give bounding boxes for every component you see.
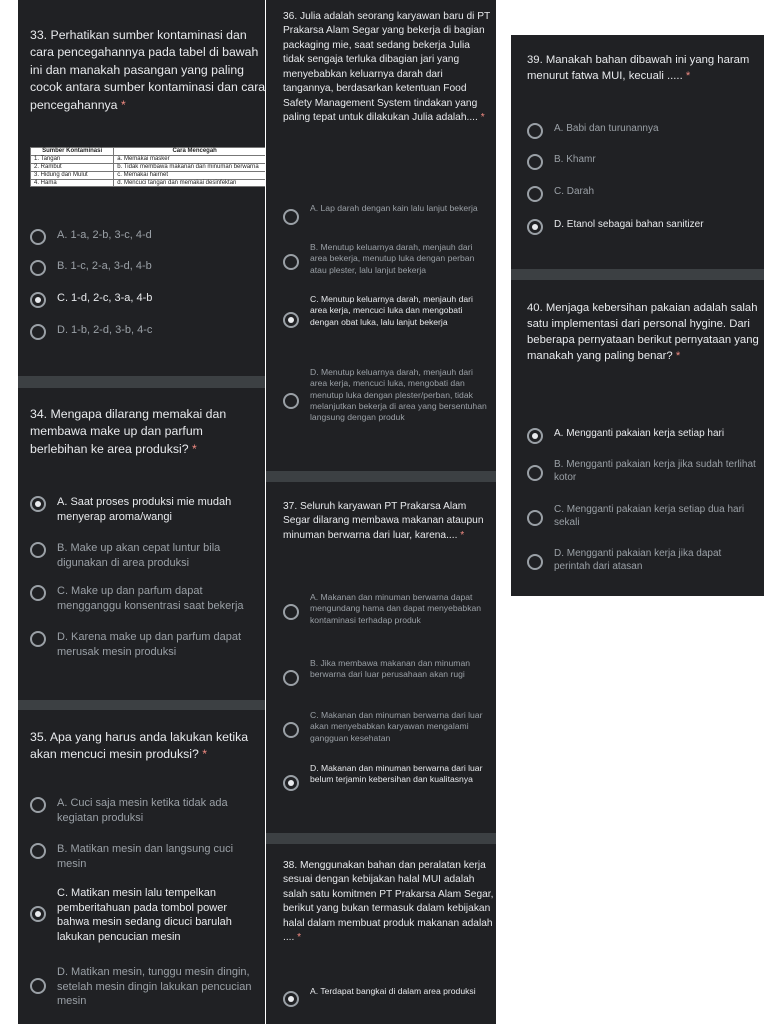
q40-option-b[interactable] [527,458,757,484]
q36-option-c[interactable] [283,294,488,328]
radio-button-selected-icon[interactable] [527,219,543,235]
radio-button-selected-icon[interactable] [283,775,299,791]
question-40-text: 40. Menjaga kebersihan pakaian adalah salah satu implementasi dari personal hygine. Dari beberapa pernyataan berikut pernyataan yang manakah yang paling benar? [527,302,759,363]
card-separator [266,471,496,482]
radio-button-icon[interactable] [283,254,299,270]
radio-button-icon[interactable] [283,670,299,686]
radio-button-icon[interactable] [283,722,299,738]
option-label: C. Makanan dan minuman berwarna dari luar akan menyebabkan karyawan mengalami gangguan kesehatan [310,710,483,743]
question-34-text: 34. Mengapa dilarang memakai dan membawa make up dan parfum berlebihan ke area produksi? [30,407,227,456]
option-label: C. Make up dan parfum dapat mengganggu konsentrasi saat bekerja [57,585,244,612]
radio-button-icon[interactable] [283,604,299,620]
q34-option-d[interactable] [30,630,258,659]
option-label: C. Matikan mesin lalu tempelkan pemberitahuan pada tombol power bahwa mesin sedang dicuci barulah lakukan pencucian mesin [57,887,232,943]
q34-option-b[interactable] [30,541,258,570]
option-label: A. Terdapat bangkai di dalam area produksi [310,986,476,996]
radio-button-icon[interactable] [283,393,299,409]
card-separator [511,269,764,280]
option-label: D. Makanan dan minuman berwarna dari luar belum terjamin kebersihan dan kualitasnya [310,763,483,785]
q33-option-a[interactable] [30,228,258,245]
radio-button-icon[interactable] [527,123,543,139]
table-cell: 4. Hama [31,179,114,187]
required-asterisk: * [460,529,465,541]
radio-button-icon[interactable] [30,260,46,276]
option-label: A. 1-a, 2-b, 3-c, 4-d [57,229,152,241]
q35-option-b[interactable] [30,842,258,871]
option-label: A. Babi dan turunannya [554,123,659,134]
question-37-title [283,500,493,543]
option-label: D. Mengganti pakaian kerja jika dapat perintah dari atasan [554,548,722,573]
question-37-text: 37. Seluruh karyawan PT Prakarsa Alam Segar dilarang membawa makanan ataupun minuman berwarna dari luar, karena.... [283,501,484,541]
q39-option-d[interactable] [527,218,757,235]
option-label: A. Mengganti pakaian kerja setiap hari [554,428,725,439]
contamination-table [30,147,265,187]
radio-button-icon[interactable] [30,542,46,558]
option-label: D. Menutup keluarnya darah, menjauh dari area kerja, mencuci luka, mengobati dan menutup luka dengan plester/perban, tidak melanjutkan bekerja di area yang bersentuhan langsung dengan produk [310,367,487,423]
q40-option-a[interactable] [527,427,757,444]
radio-button-icon[interactable] [283,209,299,225]
option-label: D. 1-b, 2-d, 3-b, 4-c [57,324,153,336]
option-label: D. Matikan mesin, tunggu mesin dingin, setelah mesin dingin lakukan pencucian mesin [57,966,252,1008]
table-row [31,163,266,171]
q40-option-c[interactable] [527,503,757,529]
option-label: D. Karena make up dan parfum dapat merusak mesin produksi [57,631,242,658]
question-38-title [283,859,496,946]
required-asterisk: * [685,70,691,83]
q35-option-c[interactable] [30,886,258,944]
option-label: C. Darah [554,186,595,197]
radio-button-icon[interactable] [527,554,543,570]
radio-button-icon[interactable] [527,465,543,481]
table-cell: 1. Tangan [31,155,114,163]
radio-button-icon[interactable] [30,631,46,647]
table-header-prevention: Cara Mencegah [114,148,265,156]
q39-option-b[interactable] [527,153,757,170]
radio-button-icon[interactable] [30,324,46,340]
option-label: B. Khamr [554,154,596,165]
option-label: B. Mengganti pakaian kerja jika sudah terlihat kotor [554,459,756,484]
question-35-text: 35. Apa yang harus anda lakukan ketika akan mencuci mesin produksi? [30,730,249,762]
q37-option-d[interactable] [283,763,488,791]
q33-option-c[interactable] [30,291,258,308]
question-38-text: 38. Menggunakan bahan dan peralatan kerja sesuai dengan kebijakan halal MUI adalah salah satu komitmen PT Prakarsa Alam Segar, berikut yang bukan termasuk dalam kebijakan halal dalam membuat produk makanan adalah .... [283,860,494,944]
radio-button-icon[interactable] [30,585,46,601]
question-39-title [527,52,762,84]
q34-option-a[interactable] [30,495,258,524]
radio-button-selected-icon[interactable] [283,312,299,328]
card-separator [266,833,496,844]
q40-option-d[interactable] [527,547,757,573]
q35-option-a[interactable] [30,796,258,825]
q33-option-d[interactable] [30,323,258,340]
option-label: C. Menutup keluarnya darah, menjauh dari area kerja, mencuci luka dan mengobati dengan obat luka, lalu lanjut bekerja [310,294,473,327]
table-row [31,155,266,163]
q33-option-b[interactable] [30,259,258,276]
required-asterisk: * [202,747,208,762]
question-39-text: 39. Manakah bahan dibawah ini yang haram menurut fatwa MUI, kecuali ..... [527,54,750,83]
left-column [18,0,265,1024]
option-label: A. Makanan dan minuman berwarna dapat mengundang hama dan dapat menyebabkan kontaminasi terhadap produk [310,592,482,625]
q37-option-a[interactable] [283,592,488,626]
q36-option-a[interactable] [283,203,488,225]
q39-option-a[interactable] [527,122,757,139]
table-row [31,171,266,179]
question-35-title [30,729,260,764]
card-separator [18,700,265,710]
table-row [31,179,266,187]
radio-button-icon[interactable] [30,229,46,245]
option-label: C. Mengganti pakaian kerja setiap dua hari sekali [554,504,745,529]
question-36-text: 36. Julia adalah seorang karyawan baru di PT Prakarsa Alam Segar yang bekerja di bagian packaging mie, saat sedang bekerja Julia tidak sengaja terluka dibagian jari yang menyebabkan keluarnya darah dari tangannya, berdasarkan ketentuan Food Safety Management System tindakan yang paling tepat untuk dilakukan Julia adalah.... [283,11,491,124]
table-cell: 3. Hidung dan Mulut [31,171,114,179]
radio-button-selected-icon[interactable] [30,906,46,922]
card-separator [18,376,265,388]
q36-option-b[interactable] [283,242,488,276]
right-column [511,35,764,596]
radio-button-selected-icon[interactable] [283,991,299,1007]
option-label: B. Matikan mesin dan langsung cuci mesin [57,843,234,870]
option-label: C. 1-d, 2-c, 3-a, 4-b [57,292,153,304]
radio-button-icon[interactable] [30,978,46,994]
radio-button-selected-icon[interactable] [527,428,543,444]
radio-button-selected-icon[interactable] [30,292,46,308]
question-34-title [30,406,255,458]
radio-button-icon[interactable] [30,843,46,859]
option-label: A. Cuci saja mesin ketika tidak ada kegiatan produksi [57,797,228,824]
option-label: B. Make up akan cepat luntur bila digunakan di area produksi [57,542,221,569]
q37-option-c[interactable] [283,710,488,744]
table-header-source: Sumber Kontaminasi [31,148,114,156]
required-asterisk: * [297,932,302,944]
q39-option-c[interactable] [527,185,757,202]
required-asterisk: * [120,97,126,112]
option-label: A. Lap darah dengan kain lalu lanjut bekerja [310,203,478,213]
question-40-title [527,300,764,364]
radio-button-icon[interactable] [527,186,543,202]
question-33-title [30,27,265,114]
radio-button-icon[interactable] [527,154,543,170]
question-36-title [283,10,493,126]
required-asterisk: * [480,112,485,124]
table-cell: b. Tidak membawa makanan dan minuman berwarna [114,163,265,171]
option-label: B. 1-c, 2-a, 3-d, 4-b [57,260,152,272]
table-cell: a. Memakai masker [114,155,265,163]
q38-option-a[interactable] [283,986,488,1007]
q36-option-d[interactable] [283,367,488,424]
table-cell: 2. Rambut [31,163,114,171]
table-cell: d. Mencuci tangan dan memakai desinfektan [114,179,265,187]
middle-column [266,0,496,1024]
q37-option-b[interactable] [283,658,488,686]
option-label: B. Menutup keluarnya darah, menjauh dari area bekerja, menutup luka dengan perban atau plester, lalu lanjut bekerja [310,242,475,275]
radio-button-selected-icon[interactable] [30,496,46,512]
required-asterisk: * [192,441,197,456]
radio-button-icon[interactable] [527,510,543,526]
question-33-text: 33. Perhatikan sumber kontaminasi dan cara pencegahannya pada tabel di bawah ini dan manakah pasangan yang paling cocok antara sumber kontaminasi dan cara pencegahannya [30,28,265,112]
option-label: B. Jika membawa makanan dan minuman berwarna dari luar perusahaan akan rugi [310,658,471,680]
option-label: D. Etanol sebagai bahan sanitizer [554,219,704,230]
table-cell: c. Memakai hairnet [114,171,265,179]
q35-option-d[interactable] [30,965,258,1009]
q34-option-c[interactable] [30,584,258,613]
required-asterisk: * [675,350,681,363]
radio-button-icon[interactable] [30,797,46,813]
option-label: A. Saat proses produksi mie mudah menyerap aroma/wangi [57,496,232,523]
